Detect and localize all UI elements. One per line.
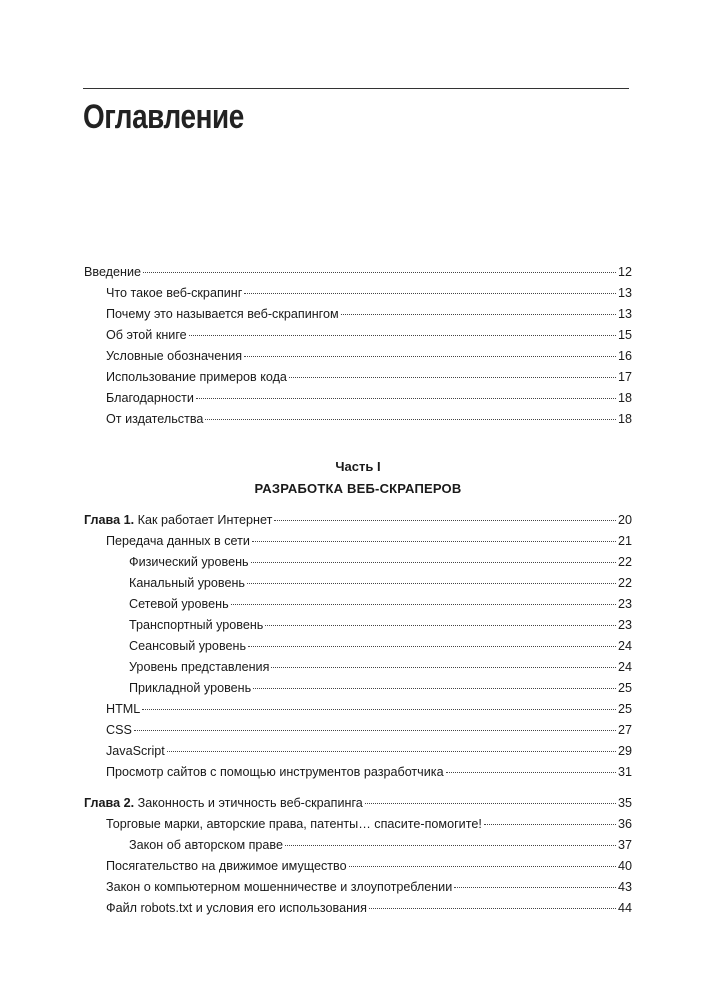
entry-page: 44 — [617, 901, 632, 915]
entry-label: Почему это называется веб-скрапингом — [106, 307, 339, 321]
entry-page: 35 — [617, 796, 632, 810]
leader-dots — [285, 844, 616, 846]
entry-page: 25 — [617, 702, 632, 716]
toc-entry[interactable] — [84, 814, 632, 835]
entry-page: 15 — [617, 328, 632, 342]
chapter-title: Законность и этичность веб-скрапинга — [137, 796, 363, 810]
entry-page: 17 — [617, 370, 632, 384]
entry-label: Об этой книге — [106, 328, 187, 342]
leader-dots — [454, 886, 616, 888]
leader-dots — [142, 708, 616, 710]
toc-chapter-1 — [84, 510, 632, 783]
entry-page: 23 — [617, 597, 632, 611]
leader-dots — [484, 823, 616, 825]
entry-label: Торговые марки, авторские права, патенты… спасите-помогите! — [106, 817, 482, 831]
toc-entry[interactable] — [84, 262, 632, 283]
leader-dots — [369, 907, 616, 909]
toc-entry[interactable] — [84, 856, 632, 877]
entry-page: 13 — [617, 286, 632, 300]
entry-label: Сеансовый уровень — [129, 639, 247, 653]
leader-dots — [251, 561, 616, 563]
leader-dots — [244, 355, 616, 357]
entry-page: 22 — [617, 576, 632, 590]
toc-entry[interactable] — [84, 388, 632, 409]
entry-label: Благодарности — [106, 391, 194, 405]
toc-entry[interactable] — [84, 346, 632, 367]
leader-dots — [253, 687, 616, 689]
entry-label — [84, 510, 272, 531]
entry-label: Просмотр сайтов с помощью инструментов разработчика — [106, 765, 444, 779]
toc-entry[interactable] — [84, 367, 632, 388]
chapter-prefix: Глава 1. — [84, 513, 135, 527]
toc-entry[interactable] — [84, 325, 632, 346]
leader-dots — [189, 334, 616, 336]
entry-page: 40 — [617, 859, 632, 873]
entry-page: 16 — [617, 349, 632, 363]
entry-label: Условные обозначения — [106, 349, 243, 363]
entry-label: Физический уровень — [129, 555, 249, 569]
leader-dots — [365, 802, 616, 804]
part-number: Часть I — [335, 459, 381, 474]
entry-label: От издательства — [106, 412, 204, 426]
leader-dots — [289, 376, 616, 378]
entry-label: Что такое веб-скрапинг — [106, 286, 243, 300]
entry-label: Закон о компьютерном мошенничестве и злоупотреблении — [106, 880, 453, 894]
chapter-heading-entry[interactable] — [84, 510, 632, 531]
toc-entry[interactable] — [84, 657, 632, 678]
toc-entry[interactable] — [84, 762, 632, 783]
toc-entry[interactable] — [84, 531, 632, 552]
chapter-title: Как работает Интернет — [137, 513, 273, 527]
entry-label: Закон об авторском праве — [129, 838, 283, 852]
entry-page: 22 — [617, 555, 632, 569]
entry-page: 24 — [617, 639, 632, 653]
entry-page: 13 — [617, 307, 632, 321]
entry-page: 23 — [617, 618, 632, 632]
toc-entry[interactable] — [84, 573, 632, 594]
toc-entry[interactable] — [84, 835, 632, 856]
entry-label: CSS — [106, 723, 132, 737]
toc-intro-section — [84, 262, 632, 430]
part-title: РАЗРАБОТКА ВЕБ-СКРАПЕРОВ — [254, 481, 462, 496]
leader-dots — [349, 865, 616, 867]
chapter-prefix: Глава 2. — [84, 796, 135, 810]
leader-dots — [205, 418, 616, 420]
entry-label: Использование примеров кода — [106, 370, 287, 384]
entry-label: Передача данных в сети — [106, 534, 250, 548]
toc-entry[interactable] — [84, 877, 632, 898]
entry-label: Файл robots.txt и условия его использования — [106, 901, 367, 915]
toc-entry[interactable] — [84, 304, 632, 325]
leader-dots — [247, 582, 616, 584]
entry-page: 37 — [617, 838, 632, 852]
entry-label: Прикладной уровень — [129, 681, 252, 695]
chapter-heading-entry[interactable] — [84, 793, 632, 814]
entry-page: 12 — [617, 265, 632, 279]
leader-dots — [274, 519, 616, 521]
entry-page: 25 — [617, 681, 632, 695]
toc-entry[interactable] — [84, 283, 632, 304]
toc-entry[interactable] — [84, 699, 632, 720]
entry-page: 31 — [617, 765, 632, 779]
header-rule — [83, 88, 629, 89]
entry-page: 18 — [617, 391, 632, 405]
toc-chapter-2 — [84, 793, 632, 919]
toc-entry[interactable] — [84, 898, 632, 919]
leader-dots — [231, 603, 616, 605]
leader-dots — [252, 540, 616, 542]
toc-entry[interactable] — [84, 741, 632, 762]
entry-label: Канальный уровень — [129, 576, 245, 590]
toc-entry[interactable] — [84, 636, 632, 657]
entry-label: Уровень представления — [129, 660, 270, 674]
toc-entry[interactable] — [84, 552, 632, 573]
entry-label — [84, 793, 363, 814]
toc-entry[interactable] — [84, 594, 632, 615]
entry-page: 43 — [617, 880, 632, 894]
toc-entry[interactable] — [84, 615, 632, 636]
toc-entry[interactable] — [84, 678, 632, 699]
leader-dots — [265, 624, 616, 626]
leader-dots — [244, 292, 616, 294]
leader-dots — [446, 771, 616, 773]
leader-dots — [134, 729, 616, 731]
entry-page: 29 — [617, 744, 632, 758]
entry-page: 18 — [617, 412, 632, 426]
entry-label: JavaScript — [106, 744, 165, 758]
entry-page: 24 — [617, 660, 632, 674]
toc-entry[interactable] — [84, 720, 632, 741]
entry-page: 27 — [617, 723, 632, 737]
leader-dots — [248, 645, 616, 647]
entry-label: Сетевой уровень — [129, 597, 229, 611]
leader-dots — [271, 666, 616, 668]
entry-page: 20 — [617, 513, 632, 527]
entry-label: Введение — [84, 265, 142, 279]
leader-dots — [341, 313, 616, 315]
entry-label: Транспортный уровень — [129, 618, 264, 632]
entry-label: HTML — [106, 702, 141, 716]
entry-page: 36 — [617, 817, 632, 831]
leader-dots — [196, 397, 616, 399]
entry-label: Посягательство на движимое имущество — [106, 859, 347, 873]
leader-dots — [167, 750, 616, 752]
page-title: Оглавление — [83, 98, 244, 136]
entry-page: 21 — [617, 534, 632, 548]
leader-dots — [143, 271, 616, 273]
toc-entry[interactable] — [84, 409, 632, 430]
